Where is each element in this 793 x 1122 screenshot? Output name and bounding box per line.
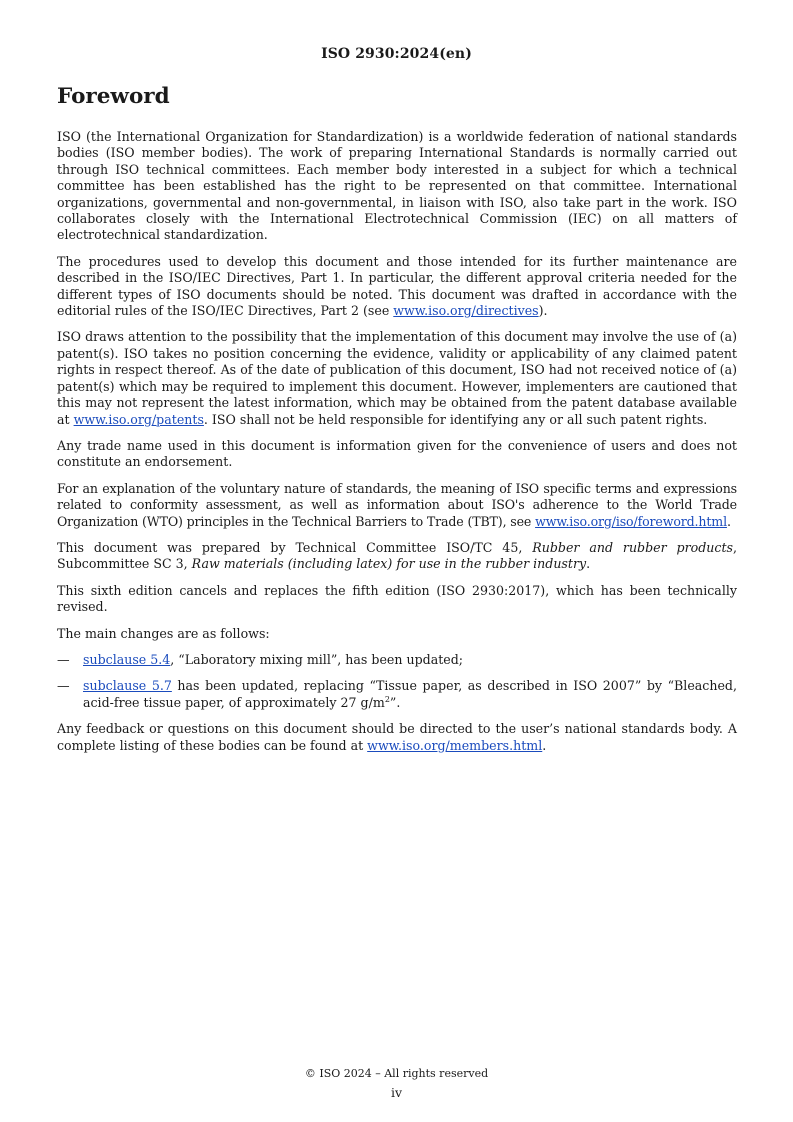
- paragraph-patents-text: ISO draws attention to the possibility that the implementation of this document may involve the use of (a) patent(s). ISO takes no position concerning the evidence, validity or applicability of any claimed patent rights in respect thereof. As of the date of publication of this document, ISO had not received notice of (a) patent(s) which may be required to implement this document. However, implementers are cautioned that this may not represent the latest information, which may be obtained from the patent database available at: [57, 329, 737, 427]
- subclause-5-7-link[interactable]: subclause 5.7: [83, 678, 172, 694]
- paragraph-patents: [57, 329, 737, 427]
- dash-bullet: —: [57, 678, 70, 694]
- subcommittee-title: Raw materials (including latex) for use in the rubber industry: [191, 556, 587, 572]
- paragraph-voluntary-nature-end: .: [726, 513, 731, 529]
- members-link[interactable]: www.iso.org/members.html: [367, 737, 543, 753]
- paragraph-procedures-text: The procedures used to develop this document and those intended for its further maintenance are described in the ISO/IEC Directives, Part 1. In particular, the different approval criteria needed for the different types of ISO documents should be noted. This document was drafted in accordance with the editorial rules of the ISO/IEC Directives, Part 2 (see: [57, 253, 737, 319]
- subclause-5-4-link[interactable]: subclause 5.4: [83, 651, 171, 667]
- document-id-header: ISO 2930:2024(en): [321, 46, 472, 62]
- paragraph-patents-end: . ISO shall not be held responsible for identifying any or all such patent rights.: [203, 411, 708, 427]
- superscript-exponent: 2: [384, 694, 390, 704]
- paragraph-procedures: [57, 254, 737, 320]
- list-item: [57, 652, 737, 668]
- committee-text-start: This document was prepared by Technical Committee ISO/TC 45,: [57, 539, 533, 555]
- paragraph-feedback: [57, 721, 737, 754]
- committee-text-end: .: [586, 556, 591, 572]
- paragraph-edition: This sixth edition cancels and replaces the fifth edition (ISO 2930:2017), which has been technically revised.: [57, 582, 737, 615]
- paragraph-trade-name: Any trade name used in this document is information given for the convenience of users and does not constitute an endorsement.: [57, 437, 737, 470]
- change-text: has been updated, replacing “Tissue paper, as described in ISO 2007” by “Bleached, acid-free tissue paper, of approximately 27 g/m: [83, 678, 737, 710]
- paragraph-feedback-text: Any feedback or questions on this document should be directed to the user’s national standards body. A complete listing of these bodies can be found at: [57, 721, 737, 753]
- page-number: iv: [390, 1085, 403, 1100]
- copyright-footer: © ISO 2024 – All rights reserved: [304, 1067, 489, 1080]
- paragraph-voluntary-nature: [57, 481, 737, 530]
- paragraph-voluntary-nature-text: For an explanation of the voluntary nature of standards, the meaning of ISO specific terms and expressions related to conformity assessment, as well as information about ISO's adherence to the World Trade Organization (WTO) principles in the Technical Barriers to Trade (TBT), see: [57, 480, 737, 529]
- paragraph-feedback-end: .: [542, 737, 547, 753]
- paragraph-procedures-end: ).: [538, 303, 548, 319]
- change-text-end: ”.: [389, 694, 401, 710]
- paragraph-main-changes: The main changes are as follows:: [57, 625, 270, 641]
- directives-link[interactable]: www.iso.org/directives: [393, 303, 539, 319]
- foreword-body: [57, 129, 737, 764]
- foreword-link[interactable]: www.iso.org/iso/foreword.html: [535, 513, 727, 529]
- page-title: Foreword: [57, 84, 170, 109]
- dash-bullet: —: [57, 651, 70, 667]
- patents-link[interactable]: www.iso.org/patents: [73, 411, 204, 427]
- paragraph-iso-intro: ISO (the International Organization for Standardization) is a worldwide federation of national standards bodies (ISO member bodies). The work of preparing International Standards is normally carried out through ISO technical committees. Each member body interested in a subject for which a technical committee has been established has the right to be represented on that committee. International organizations, governmental and non-governmental, in liaison with ISO, also take part in the work. ISO collaborates closely with the International Electrotechnical Commission (IEC) on all matters of electrotechnical standardization.: [57, 129, 737, 243]
- committee-text-middle: , Subcommittee SC 3,: [57, 539, 737, 572]
- committee-title: Rubber and rubber products: [532, 539, 733, 555]
- list-item: [57, 678, 737, 711]
- change-text: , “Laboratory mixing mill”, has been updated;: [170, 651, 464, 667]
- paragraph-committee: [57, 540, 737, 573]
